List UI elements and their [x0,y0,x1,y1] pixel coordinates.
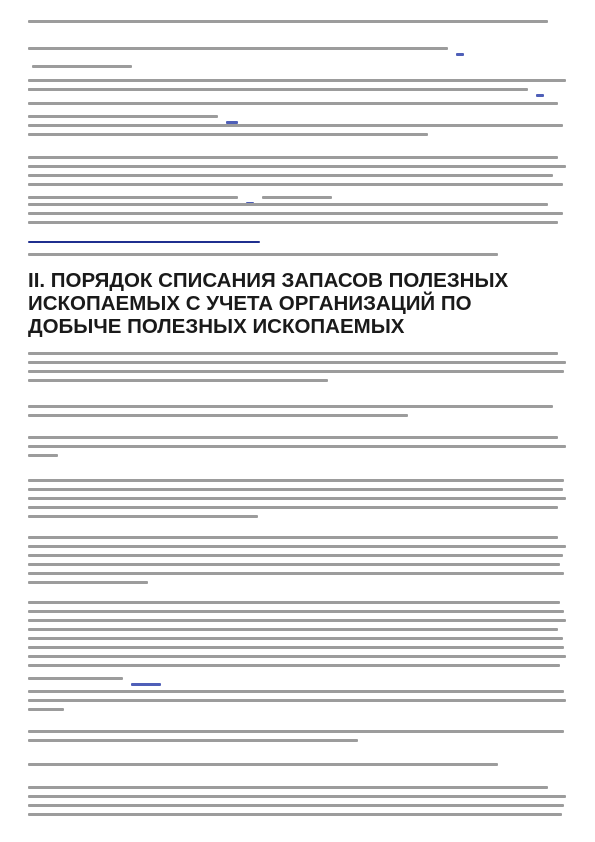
paragraph [28,763,568,772]
paragraph [28,124,568,142]
paragraph [28,203,568,248]
text-link[interactable] [131,683,161,686]
text-line [28,677,123,680]
text-line [28,545,566,548]
text-line [28,690,564,693]
text-line [28,102,558,105]
text-line [28,479,564,482]
text-line [28,804,564,807]
paragraph [28,536,568,590]
paragraph [28,20,568,29]
text-line [28,212,563,215]
text-line [28,739,358,742]
text-line [28,352,558,355]
paragraph [28,690,568,717]
paragraph [28,730,568,748]
text-line [28,156,558,159]
text-line [28,554,563,557]
text-line [28,124,563,127]
text-line [28,506,558,509]
text-line [28,786,548,789]
text-line [28,581,148,584]
text-line [28,436,558,439]
text-line [28,637,563,640]
text-line [28,664,560,667]
text-line [28,379,328,382]
text-line [28,370,564,373]
text-line [28,253,498,256]
text-line [28,221,558,224]
paragraph [28,786,568,822]
text-line [28,445,566,448]
text-line [28,183,563,186]
text-line [28,414,408,417]
text-line [28,454,58,457]
text-line [28,79,566,82]
text-line [28,515,258,518]
text-line [28,601,560,604]
text-link[interactable] [28,241,260,243]
text-line [262,196,332,199]
text-line [28,699,566,702]
text-line [28,174,553,177]
text-line [28,133,428,136]
text-line [28,563,560,566]
text-line [28,610,564,613]
text-line [28,655,566,658]
section-title: II. ПОРЯДОК СПИСАНИЯ ЗАПАСОВ ПОЛЕЗНЫХ ИСКОПАЕМЫХ С УЧЕТА ОРГАНИЗАЦИЙ ПО ДОБЫЧЕ ПОЛЕЗНЫХ ИСКОПАЕМЫХ [28,269,509,338]
paragraph [28,352,568,388]
text-line [28,572,564,575]
text-line [28,708,64,711]
text-line [32,65,132,68]
paragraph [28,253,568,262]
paragraph [28,84,568,129]
text-line [28,20,548,23]
text-line [28,115,218,118]
text-line [28,165,566,168]
paragraph [28,601,568,691]
paragraph [28,405,568,423]
text-line [28,497,566,500]
text-link[interactable] [536,94,544,97]
text-line [28,488,563,491]
text-line [28,763,498,766]
text-line [28,361,566,364]
text-line [28,813,562,816]
text-line [28,646,564,649]
paragraph [28,436,568,463]
text-line [28,196,238,199]
paragraph [28,156,568,210]
text-line [28,795,566,798]
text-line [28,88,528,91]
text-line [28,47,448,50]
text-line [28,628,558,631]
text-line [28,730,564,733]
text-link[interactable] [456,53,464,56]
paragraph [28,479,568,524]
text-line [28,405,553,408]
text-line [28,536,558,539]
text-line [28,203,548,206]
text-line [28,619,566,622]
